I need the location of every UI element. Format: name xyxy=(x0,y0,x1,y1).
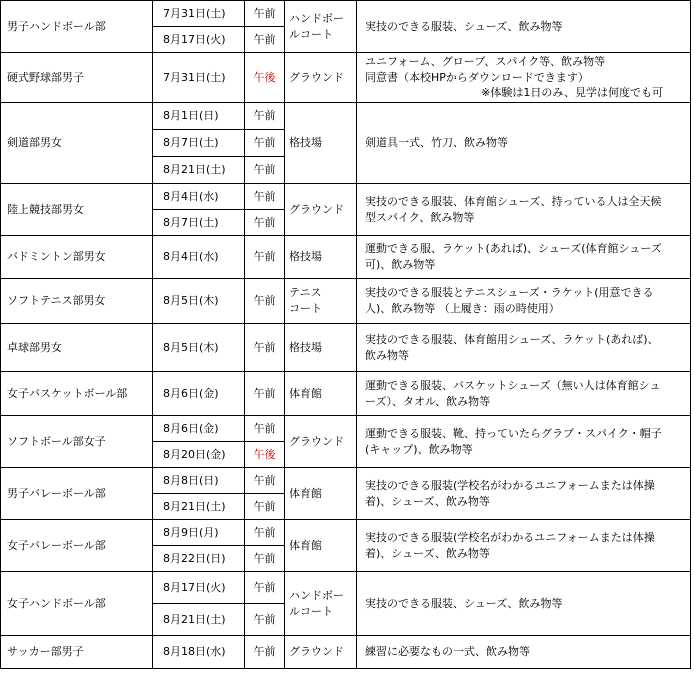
session-date: 8月6日(金) xyxy=(153,372,245,416)
required-items-line: 剣道具一式、竹刀、飲み物等 xyxy=(365,136,508,150)
club-name: 卓球部男女 xyxy=(1,324,153,372)
club-name: ソフトボール部女子 xyxy=(1,416,153,468)
session-date: 8月9日(月) xyxy=(153,520,245,546)
venue-line: ルコート xyxy=(289,604,333,618)
required-items xyxy=(357,572,691,636)
venue xyxy=(285,279,357,324)
session-date: 8月22日(日) xyxy=(153,546,245,572)
venue xyxy=(285,236,357,279)
required-items-line: 実技のできる服装、体育館用シューズ、ラケット(あれば)、 xyxy=(365,332,659,346)
table-row xyxy=(1,572,691,604)
venue-line: グラウンド xyxy=(289,434,344,448)
required-items xyxy=(357,468,691,520)
venue-line: コート xyxy=(289,302,322,315)
required-items-line: 実技のできる服装、シューズ、飲み物等 xyxy=(365,19,563,33)
required-items-line: 着)、シューズ、飲み物等 xyxy=(365,494,490,508)
session-time: 午前 xyxy=(245,184,285,210)
session-time: 午後 xyxy=(245,442,285,468)
table-row xyxy=(1,372,691,416)
venue-line: 体育館 xyxy=(289,486,322,500)
venue-line: ハンドボー xyxy=(289,588,344,602)
session-date: 7月31日(土) xyxy=(153,1,245,27)
venue-line: グラウンド xyxy=(289,202,344,216)
club-name: 剣道部男女 xyxy=(1,103,153,184)
session-date: 7月31日(土) xyxy=(153,53,245,103)
club-name: 女子バスケットボール部 xyxy=(1,372,153,416)
session-time: 午後 xyxy=(245,53,285,103)
required-items-line: 飲み物等 xyxy=(365,348,409,362)
session-date: 8月4日(水) xyxy=(153,236,245,279)
session-date: 8月7日(土) xyxy=(153,210,245,236)
venue-line: ルコート xyxy=(289,27,333,41)
required-items xyxy=(357,236,691,279)
club-name: 男子ハンドボール部 xyxy=(1,1,153,53)
venue xyxy=(285,184,357,236)
table-row xyxy=(1,416,691,442)
required-items-line: 運動できる服装、靴、持っていたらグラブ・スパイク・帽子 xyxy=(365,426,662,440)
required-items-line: 同意書（本校HPからダウンロードできます） xyxy=(365,70,589,84)
venue-line: 体育館 xyxy=(289,538,322,552)
session-date: 8月5日(木) xyxy=(153,324,245,372)
table-row xyxy=(1,520,691,546)
required-items xyxy=(357,184,691,236)
club-name: 男子バレーボール部 xyxy=(1,468,153,520)
table-row xyxy=(1,236,691,279)
session-time: 午前 xyxy=(245,1,285,27)
required-items-line: 型スパイク、飲み物等 xyxy=(365,210,475,224)
venue xyxy=(285,324,357,372)
table-row xyxy=(1,1,691,27)
session-time: 午前 xyxy=(245,416,285,442)
venue xyxy=(285,520,357,572)
session-time: 午前 xyxy=(245,494,285,520)
session-date: 8月5日(木) xyxy=(153,279,245,324)
venue xyxy=(285,468,357,520)
required-items-line: 実技のできる服装、シューズ、飲み物等 xyxy=(365,596,563,610)
required-items-line: ーズ）、タオル、飲み物等 xyxy=(365,394,491,408)
venue xyxy=(285,372,357,416)
table-row xyxy=(1,636,691,669)
venue xyxy=(285,636,357,669)
required-items-line: 実技のできる服装(学校名がわかるユニフォームまたは体操 xyxy=(365,478,655,492)
required-items-line: 実技のできる服装とテニスシューズ・ラケット(用意できる xyxy=(365,286,654,300)
required-items-line: 練習に必要なもの一式、飲み物等 xyxy=(365,645,530,659)
session-time: 午前 xyxy=(245,236,285,279)
table-row xyxy=(1,103,691,130)
session-date: 8月21日(土) xyxy=(153,494,245,520)
club-name: 陸上競技部男女 xyxy=(1,184,153,236)
session-time: 午前 xyxy=(245,130,285,157)
table-row xyxy=(1,324,691,372)
required-items xyxy=(357,279,691,324)
venue-line: グラウンド xyxy=(289,645,344,659)
session-date: 8月8日(日) xyxy=(153,468,245,494)
required-items-line: ※体験は1日のみ、見学は何度でも可 xyxy=(481,86,663,100)
club-name: ソフトテニス部男女 xyxy=(1,279,153,324)
session-date: 8月4日(水) xyxy=(153,184,245,210)
venue xyxy=(285,103,357,184)
club-name: 女子バレーボール部 xyxy=(1,520,153,572)
session-time: 午前 xyxy=(245,279,285,324)
session-time: 午前 xyxy=(245,604,285,636)
club-schedule-body xyxy=(1,1,691,669)
session-time: 午前 xyxy=(245,468,285,494)
venue-line: 格技場 xyxy=(289,250,322,264)
club-name: 女子ハンドボール部 xyxy=(1,572,153,636)
session-time: 午前 xyxy=(245,546,285,572)
venue xyxy=(285,53,357,103)
venue xyxy=(285,572,357,636)
venue-line: テニス xyxy=(289,286,322,300)
required-items-line: 実技のできる服装、体育館シューズ、持っている人は全天候 xyxy=(365,194,662,208)
table-row xyxy=(1,184,691,210)
table-row xyxy=(1,53,691,103)
required-items-line: ユニフォーム、グローブ、スパイク等、飲み物等 xyxy=(365,54,606,68)
table-row xyxy=(1,468,691,494)
venue-line: 格技場 xyxy=(289,340,322,354)
venue-line: ハンドボー xyxy=(289,11,344,25)
session-date: 8月17日(火) xyxy=(153,27,245,53)
required-items xyxy=(357,103,691,184)
required-items xyxy=(357,636,691,669)
session-date: 8月21日(土) xyxy=(153,604,245,636)
required-items xyxy=(357,1,691,53)
venue-line: 格技場 xyxy=(289,136,322,150)
required-items-line: 運動できる服、ラケット(あれば)、シューズ(体育館シューズ xyxy=(365,242,662,256)
session-date: 8月21日(土) xyxy=(153,157,245,184)
required-items-line: 実技のできる服装(学校名がわかるユニフォームまたは体操 xyxy=(365,530,655,544)
session-date: 8月17日(火) xyxy=(153,572,245,604)
venue xyxy=(285,416,357,468)
session-time: 午前 xyxy=(245,210,285,236)
club-name: サッカー部男子 xyxy=(1,636,153,669)
venue-line: 体育館 xyxy=(289,386,322,400)
session-time: 午前 xyxy=(245,572,285,604)
venue xyxy=(285,1,357,53)
session-time: 午前 xyxy=(245,103,285,130)
required-items-line: 着)、シューズ、飲み物等 xyxy=(365,546,490,560)
session-time: 午前 xyxy=(245,372,285,416)
session-time: 午前 xyxy=(245,27,285,53)
session-time: 午前 xyxy=(245,157,285,184)
session-date: 8月1日(日) xyxy=(153,103,245,130)
club-name: 硬式野球部男子 xyxy=(1,53,153,103)
table-row xyxy=(1,279,691,324)
required-items-line: 運動できる服装、バスケットシューズ（無い人は体育館シュ xyxy=(365,378,661,392)
required-items xyxy=(357,324,691,372)
venue-line: グラウンド xyxy=(289,70,344,84)
required-items-line: 人)、飲み物等 （上履き：雨の時使用） xyxy=(365,302,560,315)
session-date: 8月18日(水) xyxy=(153,636,245,669)
session-time: 午前 xyxy=(245,324,285,372)
session-date: 8月20日(金) xyxy=(153,442,245,468)
session-date: 8月7日(土) xyxy=(153,130,245,157)
required-items-line: 可)、飲み物等 xyxy=(365,258,436,271)
required-items xyxy=(357,520,691,572)
session-time: 午前 xyxy=(245,636,285,669)
required-items xyxy=(357,416,691,468)
required-items-line: (キャップ)、飲み物等 xyxy=(365,442,473,456)
session-date: 8月6日(金) xyxy=(153,416,245,442)
club-name: バドミントン部男女 xyxy=(1,236,153,279)
required-items xyxy=(357,53,691,103)
required-items xyxy=(357,372,691,416)
session-time: 午前 xyxy=(245,520,285,546)
